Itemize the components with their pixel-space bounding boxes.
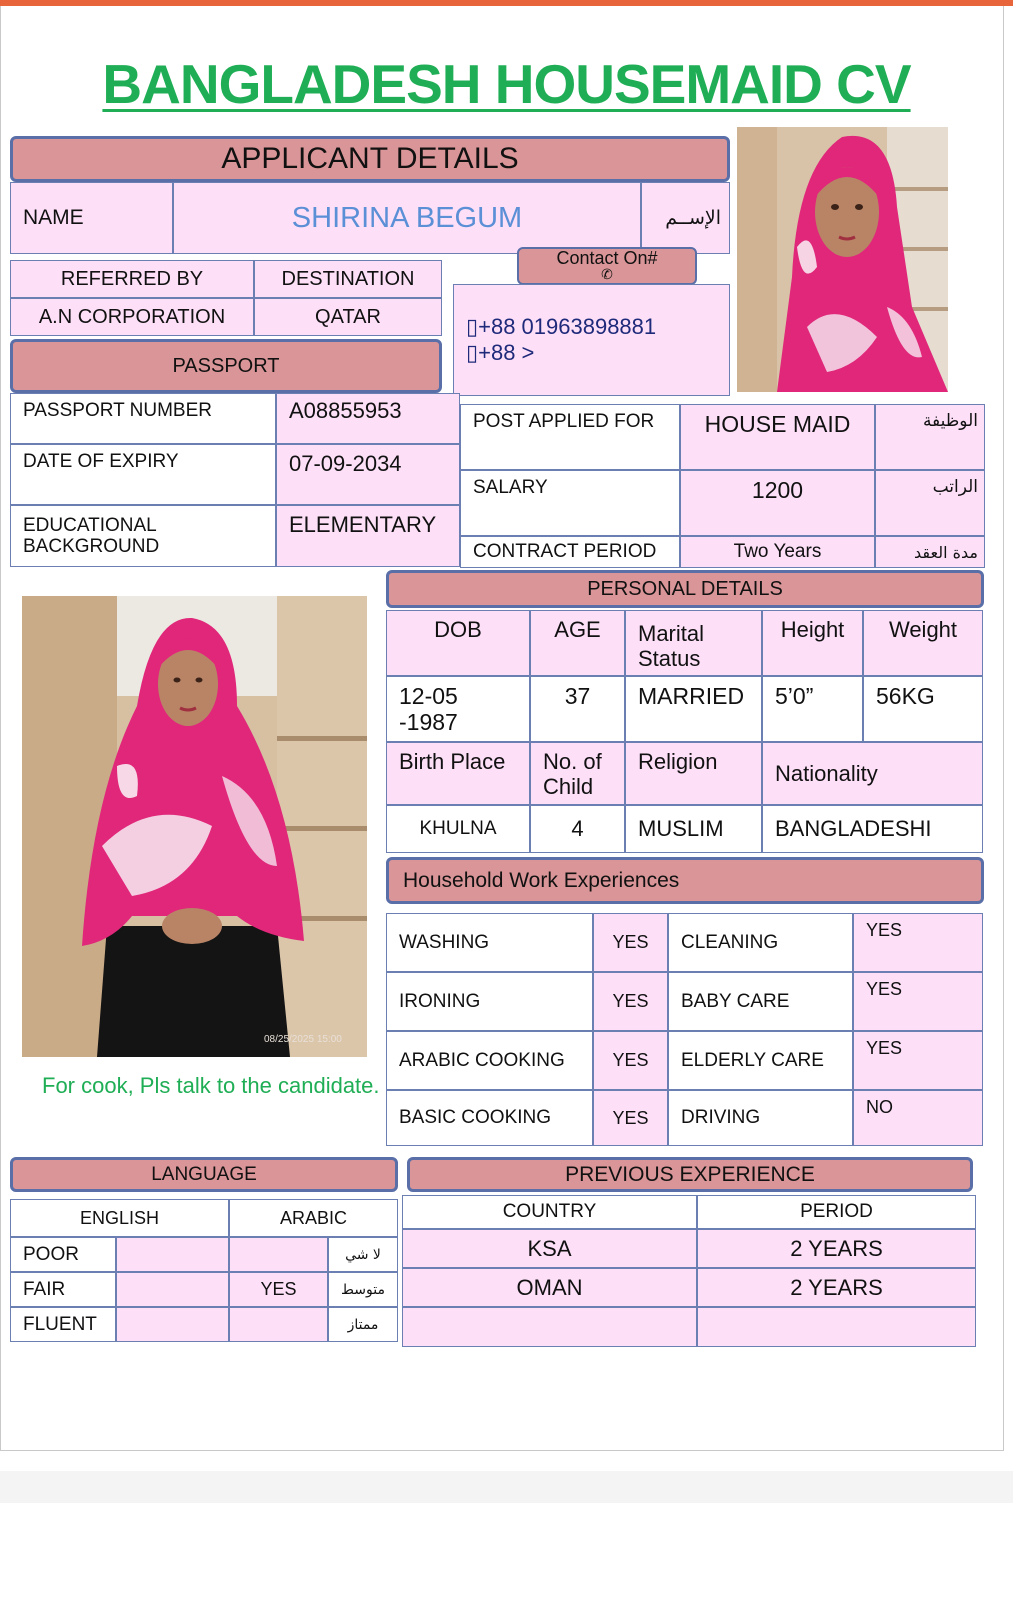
personal-details-header: PERSONAL DETAILS bbox=[386, 570, 984, 608]
skill-washing-value: YES bbox=[593, 913, 668, 972]
skill-ironing-value: YES bbox=[593, 972, 668, 1031]
applicant-details-header: APPLICANT DETAILS bbox=[10, 136, 730, 182]
skill-arabic-cooking-value: YES bbox=[593, 1031, 668, 1090]
language-header: LANGUAGE bbox=[10, 1157, 398, 1192]
lang-arabic-fair: YES bbox=[229, 1272, 328, 1307]
skill-arabic-cooking: ARABIC COOKING bbox=[386, 1031, 593, 1090]
skill-elderly-care: ELDERLY CARE bbox=[668, 1031, 853, 1090]
lang-arabic-label-fair: متوسط bbox=[328, 1272, 398, 1307]
lang-level-fair: FAIR bbox=[10, 1272, 116, 1307]
skill-elderly-care-value: YES bbox=[853, 1031, 983, 1090]
age-value: 37 bbox=[530, 676, 625, 742]
education-label-line1: EDUCATIONAL bbox=[23, 515, 157, 536]
lang-arabic-label-poor: لا شي bbox=[328, 1237, 398, 1272]
salary-value: 1200 bbox=[680, 470, 875, 536]
dob-value bbox=[386, 676, 530, 742]
lang-english-poor bbox=[116, 1237, 229, 1272]
expiry-label: DATE OF EXPIRY bbox=[10, 444, 276, 505]
skill-ironing: IRONING bbox=[386, 972, 593, 1031]
children-header bbox=[530, 742, 625, 805]
phone-number-1-glyph: ▯ bbox=[466, 314, 479, 339]
height-header: Height bbox=[762, 610, 863, 676]
prev-country-1: KSA bbox=[402, 1229, 697, 1268]
name-arabic-label: الإســم bbox=[641, 182, 730, 254]
contact-box bbox=[453, 284, 730, 396]
skill-driving-value: NO bbox=[853, 1090, 983, 1146]
prev-period-2: 2 YEARS bbox=[697, 1268, 976, 1307]
name-label: NAME bbox=[10, 182, 173, 254]
contact-header bbox=[517, 247, 697, 285]
photo-timestamp: 08/25/2025 15:00 bbox=[264, 1034, 342, 1045]
children-header-line1: No. of bbox=[543, 749, 602, 774]
weight-value: 56KG bbox=[863, 676, 983, 742]
marital-header bbox=[625, 610, 762, 676]
birthplace-header: Birth Place bbox=[386, 742, 530, 805]
referred-by-label: REFERRED BY bbox=[10, 260, 254, 298]
dob-value-line2: -1987 bbox=[399, 709, 458, 735]
education-label bbox=[10, 505, 276, 567]
phone-number-1-text: +88 01963898881 bbox=[478, 314, 657, 339]
contract-period-label: CONTRACT PERIOD bbox=[460, 536, 680, 568]
education-label-line2: BACKGROUND bbox=[23, 536, 160, 557]
work-experience-header: Household Work Experiences bbox=[386, 857, 984, 904]
destination-label: DESTINATION bbox=[254, 260, 442, 298]
post-arabic-label: الوظيفة bbox=[875, 404, 985, 470]
skill-basic-cooking-value: YES bbox=[593, 1090, 668, 1146]
cook-note: For cook, Pls talk to the candidate. bbox=[42, 1073, 380, 1098]
post-applied-label: POST APPLIED FOR bbox=[460, 404, 680, 470]
lang-arabic-header: ARABIC bbox=[229, 1199, 398, 1237]
full-body-image bbox=[22, 596, 367, 1057]
education-value: ELEMENTARY bbox=[276, 505, 460, 567]
salary-label: SALARY bbox=[460, 470, 680, 536]
children-value: 4 bbox=[530, 805, 625, 853]
dob-value-line1: 12-05 bbox=[399, 683, 458, 709]
birthplace-value: KHULNA bbox=[386, 805, 530, 853]
prev-country-header: COUNTRY bbox=[402, 1195, 697, 1229]
prev-period-header: PERIOD bbox=[697, 1195, 976, 1229]
contract-period-value: Two Years bbox=[680, 536, 875, 568]
age-header-text: AGE bbox=[554, 617, 601, 642]
prev-country-2: OMAN bbox=[402, 1268, 697, 1307]
lang-arabic-fluent bbox=[229, 1307, 328, 1342]
passport-number-label: PASSPORT NUMBER bbox=[10, 393, 276, 444]
phone-number-2-glyph: ▯ bbox=[466, 340, 479, 365]
salary-arabic-label: الراتب bbox=[875, 470, 985, 536]
lang-arabic-poor bbox=[229, 1237, 328, 1272]
marital-value: MARRIED bbox=[625, 676, 762, 742]
lang-english-fair bbox=[116, 1272, 229, 1307]
skill-cleaning: CLEANING bbox=[668, 913, 853, 972]
prev-period-1: 2 YEARS bbox=[697, 1229, 976, 1268]
nationality-value: BANGLADESHI bbox=[762, 805, 983, 853]
lang-arabic-label-fluent: ممتاز bbox=[328, 1307, 398, 1342]
height-value: 5’0” bbox=[762, 676, 863, 742]
skill-driving: DRIVING bbox=[668, 1090, 853, 1146]
referred-by-value: A.N CORPORATION bbox=[10, 298, 254, 336]
lang-english-header: ENGLISH bbox=[10, 1199, 229, 1237]
lang-english-fluent bbox=[116, 1307, 229, 1342]
religion-header: Religion bbox=[625, 742, 762, 805]
destination-value: QATAR bbox=[254, 298, 442, 336]
skill-baby-care-value: YES bbox=[853, 972, 983, 1031]
skill-cleaning-value: YES bbox=[853, 913, 983, 972]
nationality-header: Nationality bbox=[762, 742, 983, 805]
marital-header-line2: Status bbox=[638, 646, 701, 671]
portrait-image bbox=[737, 127, 948, 392]
skill-basic-cooking: BASIC COOKING bbox=[386, 1090, 593, 1146]
expiry-value: 07-09-2034 bbox=[276, 444, 460, 505]
contact-header-label: Contact On# bbox=[556, 248, 658, 268]
marital-header-line1: Marital bbox=[638, 621, 705, 646]
weight-header: Weight bbox=[863, 610, 983, 676]
dob-header: DOB bbox=[386, 610, 530, 676]
skill-washing: WASHING bbox=[386, 913, 593, 972]
passport-number-value: A08855953 bbox=[276, 393, 460, 444]
applicant-photo-full bbox=[22, 596, 367, 1057]
applicant-photo-portrait bbox=[737, 127, 948, 392]
contract-arabic-label: مدة العقد bbox=[875, 536, 985, 568]
phone-icon: ✆ bbox=[601, 266, 613, 282]
religion-value: MUSLIM bbox=[625, 805, 762, 853]
passport-header: PASSPORT bbox=[10, 339, 442, 393]
phone-number-1[interactable] bbox=[466, 314, 656, 340]
prev-country-3 bbox=[402, 1307, 697, 1347]
post-applied-value: HOUSE MAID bbox=[680, 404, 875, 470]
previous-experience-header: PREVIOUS EXPERIENCE bbox=[407, 1157, 973, 1192]
children-header-line2: Child bbox=[543, 774, 594, 799]
prev-period-3 bbox=[697, 1307, 976, 1347]
phone-number-2-text: +88 > bbox=[478, 340, 535, 365]
lang-level-fluent: FLUENT bbox=[10, 1307, 116, 1342]
page-title: BANGLADESH HOUSEMAID CV bbox=[102, 53, 911, 115]
skill-baby-care: BABY CARE bbox=[668, 972, 853, 1031]
age-header bbox=[530, 610, 625, 676]
bottom-strip bbox=[0, 1471, 1013, 1503]
applicant-name: SHIRINA BEGUM bbox=[173, 182, 641, 254]
lang-level-poor: POOR bbox=[10, 1237, 116, 1272]
phone-number-2[interactable] bbox=[466, 340, 534, 366]
